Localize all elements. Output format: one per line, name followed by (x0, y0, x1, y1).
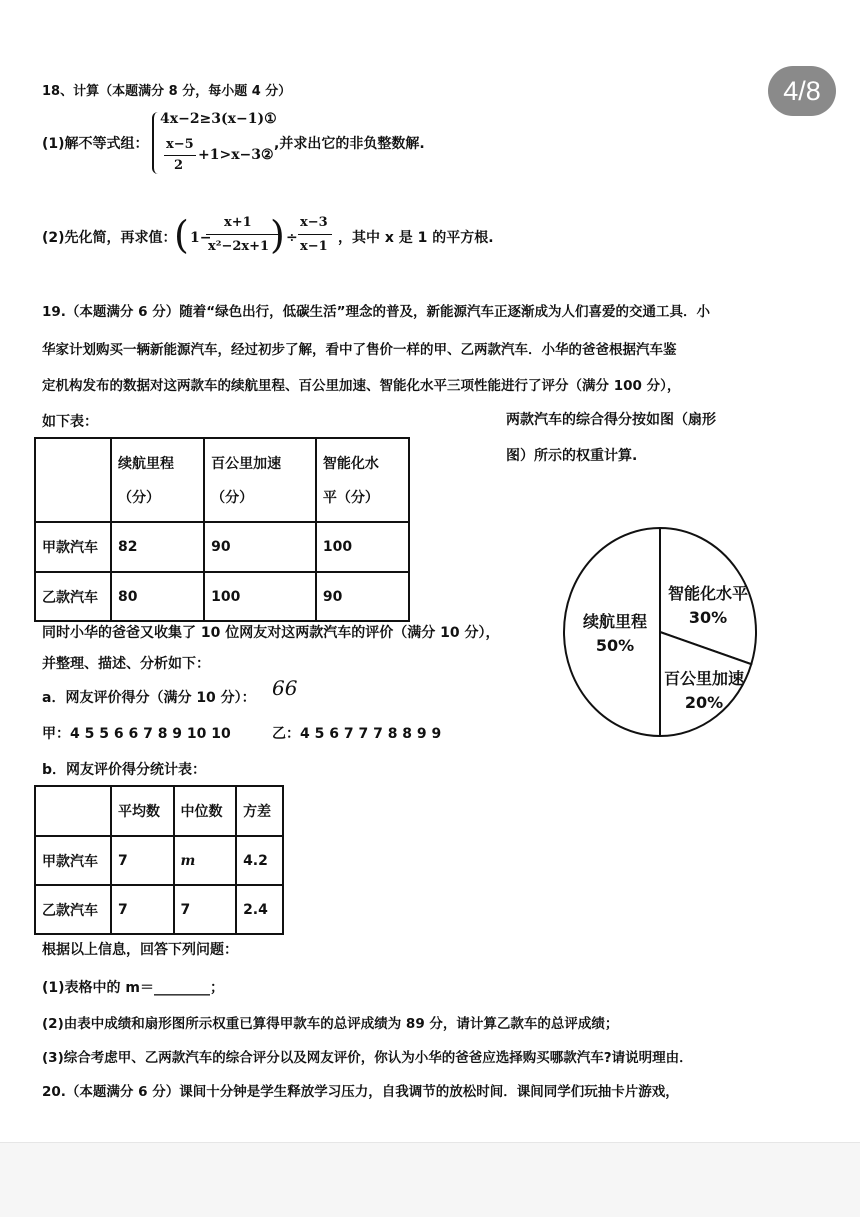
q18-part2-suffix: ，其中 x 是 1 的平方根. (338, 230, 494, 246)
q19-question-2: (2)由表中成绩和扇形图所示权重已算得甲款车的总评成绩为 89 分，请计算乙款车的总评成绩； (42, 1016, 619, 1032)
viewer-bottom-bar (0, 1142, 860, 1217)
row-label: 甲款汽车 (35, 836, 111, 885)
expr-one-minus: 1− (190, 230, 212, 246)
fraction1-denominator: x²−2x+1 (208, 239, 270, 254)
pie-slice-label: 智能化水平 (668, 584, 749, 603)
q19-a-label: a．网友评价得分（满分 10 分）： (42, 690, 256, 706)
table-row (35, 885, 283, 934)
pie-slice-value: 30% (688, 608, 728, 627)
row-label: 甲款汽车 (35, 522, 111, 572)
stat-header-mean: 平均数 (111, 786, 174, 836)
q19-line5: 同时小华的爸爸又收集了 10 位网友对这两款汽车的评价（满分 10 分）， (42, 625, 500, 641)
q19-question-3: (3)综合考虑甲、乙两款汽车的综合评分以及网友评价，你认为小华的爸爸应选择购买哪款汽车?请说明理由． (42, 1050, 693, 1066)
q18-part1-suffix: ,并求出它的非负整数解. (274, 136, 425, 152)
score-table-corner (35, 438, 111, 522)
cell-value: 7 (111, 836, 174, 885)
score-header-intelligence (316, 438, 409, 522)
fraction1-bar (206, 234, 278, 235)
header-text: 续航里程 (118, 456, 174, 472)
yi-scores: 乙：4 5 6 7 7 7 8 8 9 9 (272, 726, 442, 742)
cell-value: 4.2 (236, 836, 283, 885)
inequality-2-fraction-bar (164, 155, 196, 156)
inequality-2-rest: +1>x−3② (198, 147, 274, 163)
score-header-acceleration (204, 438, 316, 522)
header-text: 百公里加速 (211, 456, 282, 472)
q19-line3: 定机构发布的数据对这两款车的续航里程、百公里加速、智能化水平三项性能进行了评分（满分 100 分）， (42, 378, 681, 394)
cell-value: 100 (316, 522, 409, 572)
inequality-2-denominator: 2 (174, 158, 184, 173)
q18-part1-prefix: (1)解不等式组： (42, 136, 149, 152)
header-unit: （分） (211, 490, 254, 506)
cell-value: 80 (111, 572, 204, 621)
q18-header: 18、计算（本题满分 8 分，每小题 4 分） (42, 84, 292, 99)
q19-b-label: b．网友评价得分统计表： (42, 762, 207, 778)
cell-value: 90 (316, 572, 409, 621)
cell-value: 100 (204, 572, 316, 621)
q18-part2-prefix: (2)先化简，再求值： (42, 230, 177, 246)
header-text: 智能化水 (322, 456, 379, 472)
stat-header-variance: 方差 (236, 786, 283, 836)
cell-value: 7 (111, 885, 174, 934)
page-indicator: 4/8 (768, 66, 836, 116)
stat-table (34, 785, 284, 935)
table-row (35, 836, 283, 885)
table-row (35, 522, 409, 572)
cell-value: 7 (174, 885, 237, 934)
system-brace (152, 112, 160, 174)
score-header-range (111, 438, 204, 522)
fraction2-bar (298, 234, 332, 235)
pie-slice-label: 续航里程 (583, 612, 648, 631)
header-unit: 平（分） (322, 490, 379, 506)
pie-label-range (583, 610, 647, 658)
row-label: 乙款汽车 (35, 885, 111, 934)
right-paren: ) (270, 213, 285, 257)
handwritten-note: 66 (272, 676, 298, 700)
q19-line1: 19.（本题满分 6 分）随着“绿色出行，低碳生活”理念的普及，新能源汽车正逐渐成为人们喜爱的交通工具．小 (42, 304, 710, 320)
header-unit: （分） (118, 490, 160, 506)
stat-header-median: 中位数 (174, 786, 237, 836)
q19-right-text-1: 两款汽车的综合得分按如图（扇形 (506, 412, 716, 428)
divide-sign: ÷ (286, 230, 298, 246)
table-row (35, 572, 409, 621)
q19-right-text-2: 图）所示的权重计算. (506, 448, 638, 464)
inequality-2-numerator: x−5 (166, 137, 194, 152)
q19-line6: 并整理、描述、分析如下： (42, 656, 210, 672)
cell-value: 90 (204, 522, 316, 572)
pie-label-acceleration (664, 667, 744, 715)
fraction2-denominator: x−1 (300, 239, 328, 254)
q19-line4: 如下表： (42, 414, 98, 430)
cell-value: m (174, 836, 237, 885)
cell-value: 2.4 (236, 885, 283, 934)
stat-table-corner (35, 786, 111, 836)
pie-slice-value: 20% (684, 693, 724, 712)
score-table (34, 437, 410, 622)
jia-scores: 甲：4 5 5 6 6 7 8 9 10 10 (42, 726, 231, 742)
left-paren: ( (174, 213, 189, 257)
cell-value: 82 (111, 522, 204, 572)
q19-question-1: (1)表格中的 m＝________； (42, 980, 224, 996)
pie-slice-label: 百公里加速 (664, 669, 745, 688)
pie-label-intelligence (668, 582, 748, 630)
pie-slice-value: 50% (595, 636, 635, 655)
fraction2-numerator: x−3 (300, 215, 328, 230)
row-label: 乙款汽车 (35, 572, 111, 621)
inequality-1: 4x−2≥3(x−1)① (160, 111, 277, 127)
q20-line1: 20.（本题满分 6 分）课间十分钟是学生释放学习压力，自我调节的放松时间．课间同学们玩抽卡片游戏， (42, 1084, 679, 1100)
q19-line7: 根据以上信息，回答下列问题： (42, 942, 238, 958)
q19-line2: 华家计划购买一辆新能源汽车，经过初步了解，看中了售价一样的甲、乙两款汽车．小华的爸爸根据汽车鉴 (42, 342, 677, 358)
fraction1-numerator: x+1 (224, 215, 252, 230)
